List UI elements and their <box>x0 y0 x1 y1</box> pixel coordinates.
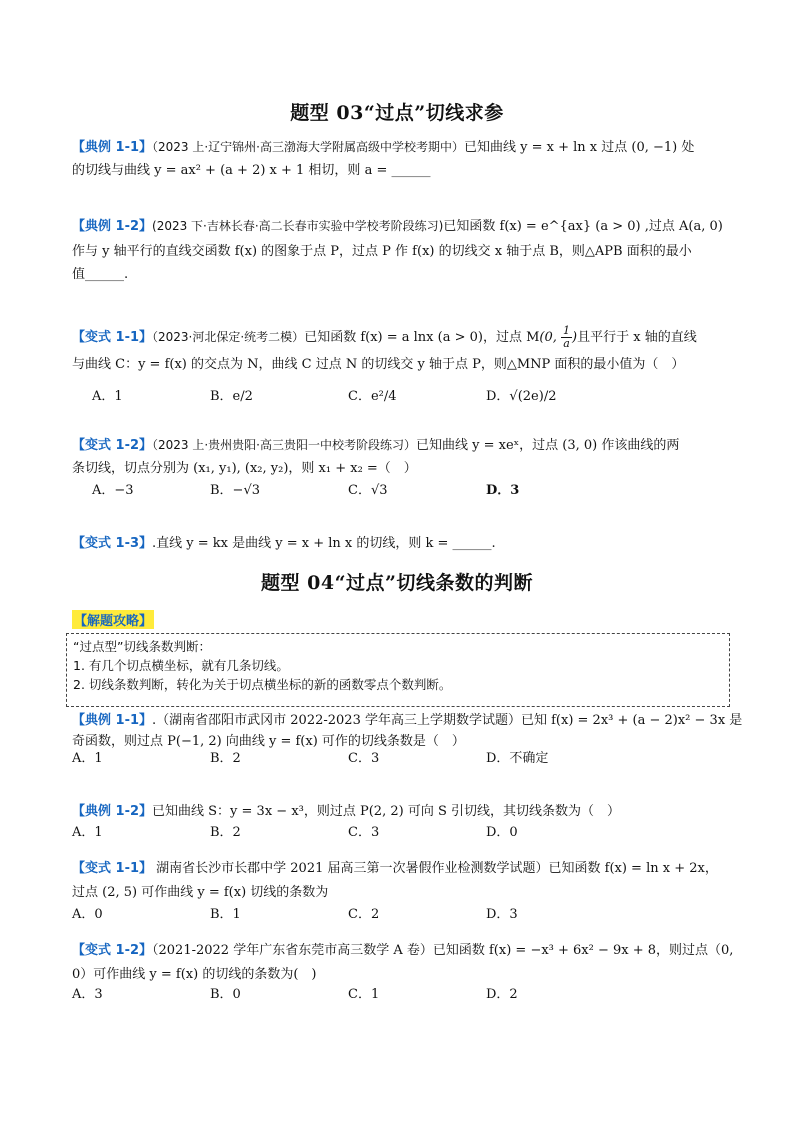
option-c: C．2 <box>348 907 380 922</box>
option-d: D．不确定 <box>486 751 549 766</box>
problem-tag: 【典例 1-2】 <box>72 804 153 819</box>
point-m-coordinates: (0, $\frac{1}{a}$ ) <box>539 324 578 350</box>
problem-tag: 【变式 1-3】 <box>72 536 153 551</box>
problem-line <box>72 712 743 730</box>
option-a: A．1 <box>72 825 103 840</box>
problem-text: 作与 y 轴平行的直线交函数 f(x) 的图象于点 P，过点 P 作 f(x) 的切线交 x 轴于点 B，则△APB 面积的最小 <box>72 244 692 259</box>
problem-line <box>72 942 732 960</box>
option-c: C．3 <box>348 825 380 840</box>
problem-source: (2023 下·吉林长春·高二长春市实验中学校考阶段练习) <box>152 219 444 233</box>
option-b: B．2 <box>210 751 241 766</box>
problem-tag: 【变式 1-1】 <box>72 861 153 876</box>
problem-tag: 【典例 1-1】 <box>72 140 153 155</box>
problem-text: 奇函数，则过点 P(−1, 2) 向曲线 y = f(x) 可作的切线条数是（ ） <box>72 734 465 749</box>
option-b: B．0 <box>210 987 241 1002</box>
problem-text: 已知函数 f(x) = a lnx (a > 0)，过点 M <box>304 330 540 345</box>
strategy-box <box>66 633 730 707</box>
problem-text: 条切线，切点分别为 (x₁, y₁), (x₂, y₂)，则 x₁ + x₂ =（ ） <box>72 461 417 476</box>
problem-text: .（湖南省邵阳市武冈市 2022-2023 学年高三上学期数学试题）已知 f(x) = 2x³ + (a − 2)x² − 3x 是 <box>152 713 743 728</box>
option-b: B．2 <box>210 825 241 840</box>
problem-text: .直线 y = kx 是曲线 y = x + ln x 的切线，则 k = ______. <box>152 536 496 551</box>
problem-text: 的切线与曲线 y = ax² + (a + 2) x + 1 相切，则 a = ______ <box>72 163 431 178</box>
problem-line <box>72 436 732 455</box>
problem-source: （2023 上·贵州贵阳·高三贵阳一中校考阶段练习） <box>152 438 416 452</box>
problem-text: 过点 (2, 5) 可作曲线 y = f(x) 切线的条数为 <box>72 885 329 900</box>
section-title: 题型 04“过点”切线条数的判断 <box>261 572 533 594</box>
problem-text: （2021-2022 学年广东省东莞市高三数学 A 卷）已知函数 f(x) = −x³ + 6x² − 9x + 8，则过点（0, <box>152 943 734 958</box>
option-a: A．−3 <box>92 483 134 498</box>
strategy-label: 【解题攻略】 <box>72 610 154 629</box>
option-b: B．e/2 <box>210 389 253 404</box>
problem-text: 已知曲线 y = x + ln x 过点 (0, −1) 处 <box>464 140 695 155</box>
problem-text: 已知曲线 y = xeˣ，过点 (3, 0) 作该曲线的两 <box>416 438 680 453</box>
section-title: 题型 03“过点”切线求参 <box>290 102 504 124</box>
option-d: D．0 <box>486 825 518 840</box>
option-c: C．e²/4 <box>348 389 397 404</box>
problem-line <box>72 860 732 878</box>
problem-line <box>72 138 732 157</box>
problem-line <box>72 217 732 236</box>
option-d: D．2 <box>486 987 518 1002</box>
problem-tag: 【变式 1-1】 <box>72 330 153 345</box>
problem-source: （2023·河北保定·统考二模） <box>152 330 305 344</box>
option-a: A．1 <box>72 751 103 766</box>
problem-line <box>72 535 732 553</box>
problem-text: 已知函数 f(x) = e^{ax} (a > 0) ,过点 A(a, 0) <box>443 219 723 234</box>
strategy-point: 2. 切线条数判断，转化为关于切点横坐标的新的函数零点个数判断。 <box>73 677 452 692</box>
problem-line <box>72 325 732 350</box>
problem-text: 湖南省长沙市长郡中学 2021 届高三第一次暑假作业检测数学试题）已知函数 f(x) = ln x + 2x， <box>152 861 718 876</box>
problem-tag: 【变式 1-2】 <box>72 943 153 958</box>
option-b: B．1 <box>210 907 241 922</box>
option-a: A．1 <box>92 389 123 404</box>
option-c: C．1 <box>348 987 380 1002</box>
problem-source: （2023 上·辽宁锦州·高三渤海大学附属高级中学校考期中） <box>152 140 465 154</box>
option-d: D．3 <box>486 483 520 498</box>
strategy-point: 1. 有几个切点横坐标，就有几条切线。 <box>73 658 289 673</box>
problem-tag: 【典例 1-2】 <box>72 219 153 234</box>
problem-text: 与曲线 C：y = f(x) 的交点为 N，曲线 C 过点 N 的切线交 y 轴于点 P，则△MNP 面积的最小值为（ ） <box>72 357 685 372</box>
option-a: A．0 <box>72 907 103 922</box>
option-b: B．−√3 <box>210 483 261 498</box>
problem-text: 已知曲线 S：y = 3x − x³，则过点 P(2, 2) 可向 S 引切线，其切线条数为（ ） <box>152 804 620 819</box>
option-c: C．3 <box>348 751 380 766</box>
problem-text: 0）可作曲线 y = f(x) 的切线的条数为( ) <box>72 967 317 982</box>
problem-tag: 【变式 1-2】 <box>72 438 153 453</box>
problem-text: 值______. <box>72 267 129 282</box>
option-d: D．3 <box>486 907 518 922</box>
strategy-heading: “过点型”切线条数判断： <box>73 639 211 654</box>
problem-text: 且平行于 x 轴的直线 <box>577 330 697 345</box>
option-d: D．√(2e)/2 <box>486 389 557 404</box>
problem-tag: 【典例 1-1】 <box>72 713 153 728</box>
problem-line <box>72 803 732 821</box>
option-a: A．3 <box>72 987 103 1002</box>
option-c: C．√3 <box>348 483 388 498</box>
